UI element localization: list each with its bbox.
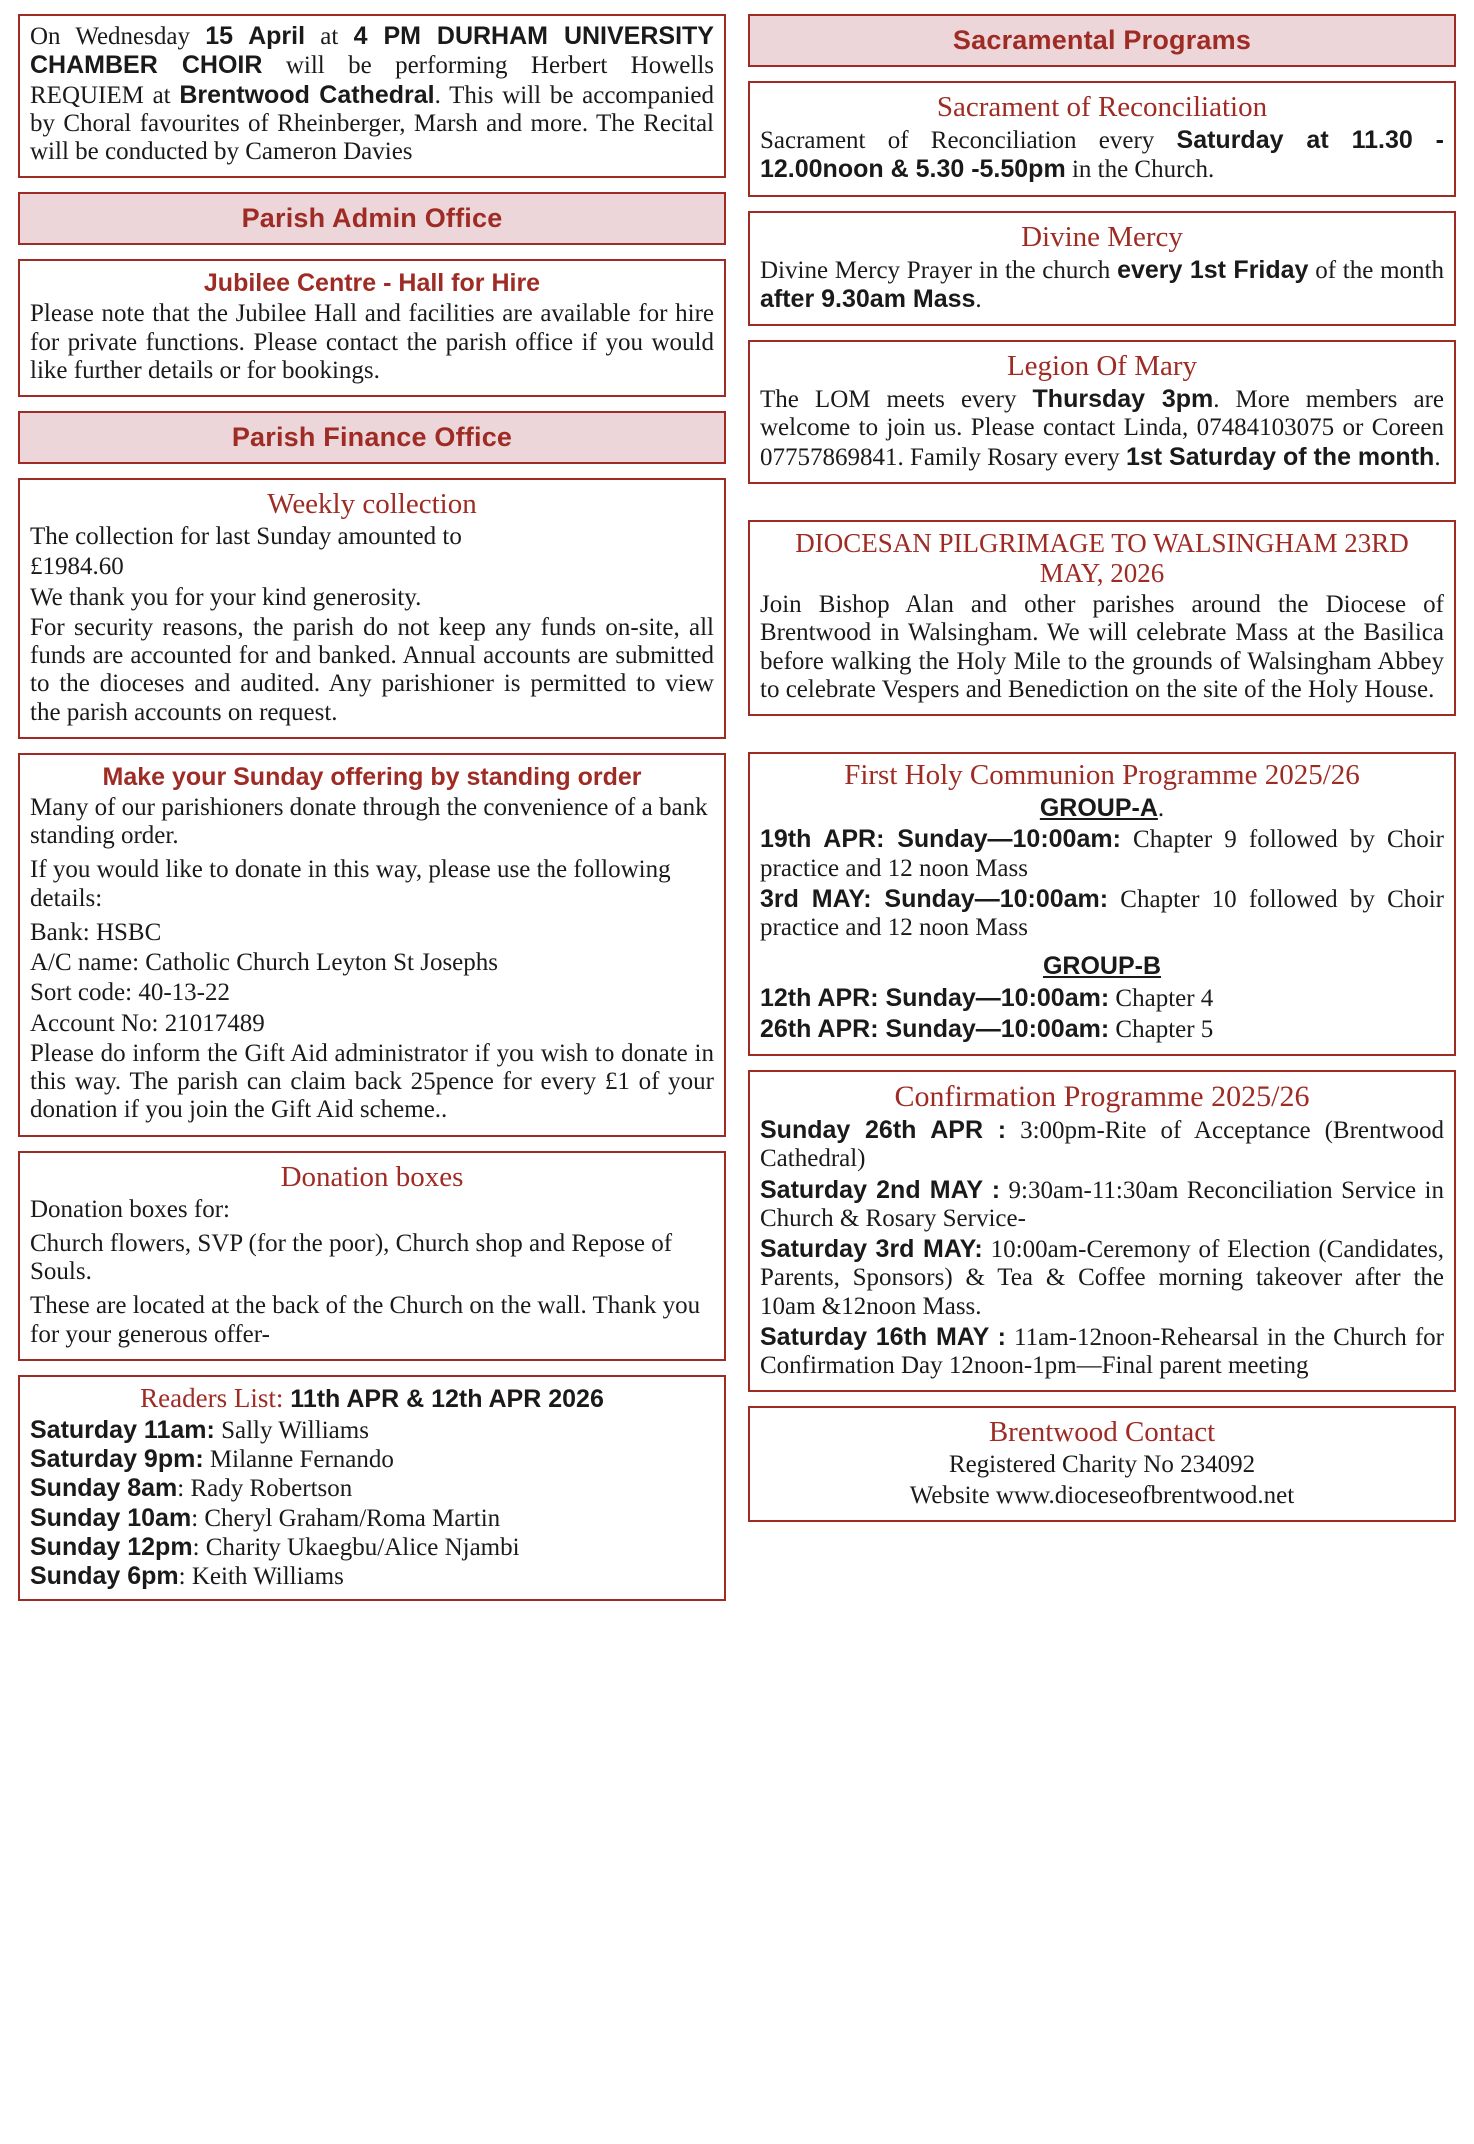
parish-admin-office-label: Parish Admin Office: [241, 203, 503, 234]
confirmation-row-detail: 3:00pm-Rite of Acceptance (Brentwood Cathedral): [760, 1117, 1445, 1173]
standing-order-title: Make your Sunday offering by standing order: [102, 762, 642, 791]
donation-boxes-title: Donation boxes: [280, 1160, 464, 1193]
reader-name: Milanne Fernando: [203, 1446, 394, 1473]
fhc-group-b-row: [760, 984, 1444, 1013]
collection-line-1: The collection for last Sunday amounted to: [30, 523, 462, 550]
reader-row: [30, 1533, 714, 1562]
fhc-group-b-row: [760, 1015, 1444, 1044]
reader-row: [30, 1474, 714, 1503]
confirmation-row: [760, 1176, 1444, 1234]
confirmation-row-date: Saturday 16th MAY :: [760, 1322, 1006, 1351]
fhc-group-a-row-date: 19th APR: Sunday—10:00am:: [760, 825, 1121, 854]
donation-boxes-p3: These are located at the back of the Church on the wall. Thank you for your generous offer-: [30, 1292, 701, 1348]
group-a-label-text: GROUP-A: [1039, 794, 1158, 823]
confirmation-row-detail: 11am-12noon-Rehearsal in the Church for Confirmation Day 12noon-1pm—Final parent meeting: [760, 1323, 1444, 1380]
readers-list-title-red: Readers List:: [140, 1382, 284, 1413]
standing-order-box: [18, 753, 726, 1137]
confirmation-row-detail: 9:30am-11:30am Reconciliation Service in Church & Rosary Service-: [760, 1176, 1444, 1232]
fhc-group-a-row-detail: Chapter 10 followed by Choir practice and 12 noon Mass: [760, 885, 1445, 942]
fhc-group-a-row-detail: Chapter 9 followed by Choir practice and 12 noon Mass: [760, 826, 1444, 882]
readers-list-title-dates: 11th APR & 12th APR 2026: [283, 1384, 604, 1413]
reconciliation-title: Sacrament of Reconciliation: [936, 91, 1268, 123]
choir-recital-text: On Wednesday 15 April at 4 PM DURHAM UNIVERSITY CHAMBER CHOIR will be performing Herbert Howells REQUIEM at Brentwood Cathedral. This will be accompanied by Choral favourites of Rheinberger, Marsh and more. The Recital will be conducted by Cameron Davies: [30, 22, 714, 165]
collection-amount: £1984.60: [30, 553, 124, 581]
brentwood-contact-box: [748, 1406, 1456, 1522]
weekly-collection-title: Weekly collection: [267, 488, 477, 520]
divine-mercy-box: [748, 211, 1456, 327]
walsingham-body: Join Bishop Alan and other parishes around the Diocese of Brentwood in Walsingham. We will celebrate Mass at the Basilica before walking the Holy Mile to the grounds of Walsingham Abbey to celebrate Vespers and Benediction on the site of the Holy House.: [760, 591, 1444, 703]
fhc-group-a-row: [760, 825, 1444, 883]
jubilee-hall-title: Jubilee Centre - Hall for Hire: [203, 269, 541, 298]
left-column: [18, 14, 726, 2130]
readers-list-box: [18, 1375, 726, 1602]
right-column: [748, 14, 1456, 2130]
account-number: Account No: 21017489: [30, 1009, 265, 1037]
reader-row: [30, 1445, 714, 1474]
standing-order-p2: If you would like to donate in this way, please use the following details:: [30, 856, 671, 912]
reader-row: [30, 1416, 714, 1445]
fhc-group-a-row: [760, 885, 1444, 943]
fhc-group-a-row-date: 3rd MAY: Sunday—10:00am:: [760, 884, 1109, 913]
reader-name: Sally Williams: [214, 1416, 369, 1444]
collection-thanks: We thank you for your kind generosity.: [30, 583, 422, 611]
parish-finance-office-label: Parish Finance Office: [231, 422, 513, 452]
jubilee-hall-hire-box: [18, 259, 726, 397]
reader-slot: Saturday 11am:: [30, 1415, 215, 1444]
donation-boxes-p2: Church flowers, SVP (for the poor), Church shop and Repose of Souls.: [30, 1229, 673, 1285]
first-holy-communion-title: First Holy Communion Programme 2025/26: [844, 759, 1360, 792]
sacramental-programs-header: [748, 14, 1456, 67]
reader-name: : Keith Williams: [178, 1563, 344, 1590]
brentwood-contact-title: Brentwood Contact: [988, 1416, 1216, 1449]
reader-slot: Sunday 10am: [30, 1503, 192, 1532]
standing-order-p1: Many of our parishioners donate through the convenience of a bank standing order.: [30, 793, 708, 849]
confirmation-row-detail: 10:00am-Ceremony of Election (Candidates, Parents, Sponsors) & Tea & Coffee morning takeover after the 10am &12noon Mass.: [760, 1236, 1444, 1320]
group-b-label-text: GROUP-B: [1042, 952, 1162, 981]
reconciliation-text: Sacrament of Reconciliation every Saturday at 11.30 - 12.00noon & 5.30 -5.50pm in the Church.: [760, 126, 1444, 184]
readers-list-title: [30, 1383, 714, 1414]
confirmation-programme-box: [748, 1070, 1456, 1392]
fhc-group-b-row-detail: Chapter 4: [1109, 984, 1214, 1012]
group-b-rows: [760, 984, 1444, 1045]
confirmation-row: [760, 1116, 1444, 1174]
bank-name: Bank: HSBC: [30, 918, 162, 946]
divine-mercy-text: Divine Mercy Prayer in the church every 1st Friday of the month after 9.30am Mass.: [760, 255, 1444, 313]
sacramental-programs-label: Sacramental Programs: [952, 25, 1252, 55]
reader-name: : Charity Ukaegbu/Alice Njambi: [192, 1533, 520, 1561]
website: Website www.dioceseofbrentwood.net: [909, 1481, 1295, 1509]
first-holy-communion-box: [748, 752, 1456, 1056]
confirmation-title: Confirmation Programme 2025/26: [894, 1080, 1310, 1114]
reader-row: [30, 1504, 714, 1533]
fhc-group-b-row-date: 26th APR: Sunday—10:00am:: [760, 1014, 1110, 1043]
confirmation-row: [760, 1235, 1444, 1321]
group-a-suffix: .: [1157, 795, 1165, 823]
group-a-label: [760, 794, 1444, 823]
weekly-collection-box: [18, 478, 726, 739]
fhc-group-b-row-detail: Chapter 5: [1109, 1015, 1214, 1043]
fhc-group-b-row-date: 12th APR: Sunday—10:00am:: [760, 983, 1110, 1012]
reader-slot: Saturday 9pm:: [30, 1445, 204, 1473]
confirmation-rows: [760, 1116, 1444, 1380]
account-name: A/C name: Catholic Church Leyton St Josephs: [30, 949, 499, 976]
group-b-label: [760, 952, 1444, 981]
walsingham-pilgrimage-box: [748, 520, 1456, 716]
legion-of-mary-text: The LOM meets every Thursday 3pm. More members are welcome to join us. Please contact Linda, 07484103075 or Coreen 07757869841. Family Rosary every 1st Saturday of the month.: [760, 385, 1444, 471]
collection-security-note: For security reasons, the parish do not keep any funds on-site, all funds are accounted for and banked. Annual accounts are submitted to the dioceses and audited. Any parishioner is permitted to view the parish accounts on request.: [30, 613, 714, 726]
gift-aid-note: Please do inform the Gift Aid administrator if you wish to donate in this way. The parish can claim back 25pence for every £1 of your donation if you join the Gift Aid scheme..: [30, 1039, 714, 1124]
legion-of-mary-box: [748, 340, 1456, 484]
parish-finance-office-header: [18, 411, 726, 464]
reconciliation-box: [748, 81, 1456, 197]
divine-mercy-title: Divine Mercy: [1021, 220, 1183, 253]
legion-of-mary-title: Legion Of Mary: [1006, 350, 1198, 382]
confirmation-row: [760, 1323, 1444, 1381]
confirmation-row-date: Saturday 2nd MAY :: [760, 1175, 1001, 1204]
reader-name: : Cheryl Graham/Roma Martin: [191, 1504, 501, 1532]
group-a-rows: [760, 825, 1444, 942]
sort-code: Sort code: 40-13-22: [30, 979, 230, 1007]
charity-number: Registered Charity No 234092: [948, 1451, 1256, 1479]
readers-rows: [30, 1416, 714, 1592]
donation-boxes-p1: Donation boxes for:: [30, 1195, 230, 1223]
walsingham-title: DIOCESAN PILGRIMAGE TO WALSINGHAM 23RD MAY, 2026: [795, 527, 1409, 588]
reader-row: [30, 1562, 714, 1591]
confirmation-row-date: Saturday 3rd MAY:: [760, 1235, 983, 1264]
reader-slot: Sunday 8am: [30, 1474, 178, 1503]
reader-slot: Sunday 12pm: [30, 1532, 193, 1561]
jubilee-hall-body: Please note that the Jubilee Hall and facilities are available for hire for private functions. Please contact the parish office if you would like further details or for bookings.: [30, 300, 714, 384]
choir-recital-notice: [18, 14, 726, 178]
confirmation-row-date: Sunday 26th APR :: [760, 1116, 1007, 1145]
parish-admin-office-header: [18, 192, 726, 245]
reader-name: : Rady Robertson: [177, 1475, 353, 1503]
reader-slot: Sunday 6pm: [30, 1562, 179, 1590]
donation-boxes-box: [18, 1151, 726, 1361]
